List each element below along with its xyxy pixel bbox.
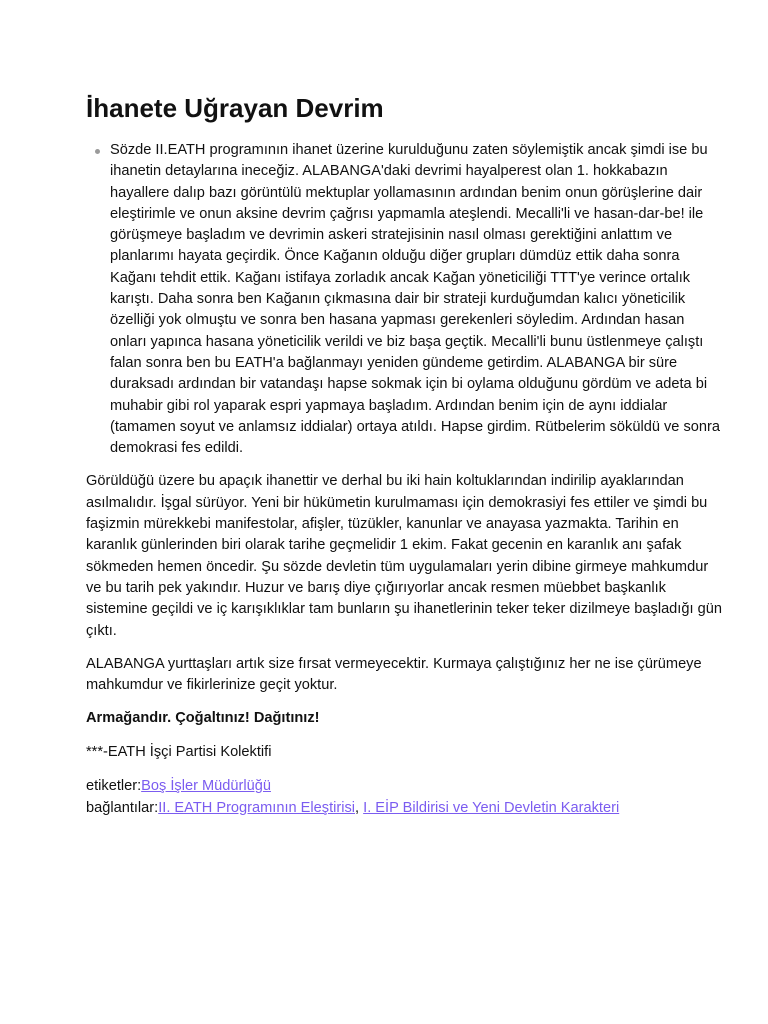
link-separator: , — [355, 800, 360, 817]
tags-line — [86, 775, 722, 797]
signature: ***-EATH İşçi Partisi Kolektifi — [86, 743, 272, 760]
paragraph-1: Görüldüğü üzere bu apaçık ihanettir ve derhal bu iki hain koltuklarından indirilip ayaklarından asılmalıdır. İşgal sürüyor. Yeni bir hükümetin kurulmaması için demokrasiyi fes ettiler ve şimdi bu faşizmin mürekkebi manifestolar, afişler, tüzükler, kanunlar ve anayasa yazmakta. Tarihin en karanlık günlerinden biri olarak tarihe geçmelidir 1 ekim. Fakat gecenin en karanlık anı şafak sökmeden hemen öncedir. Şu sözde devletin tüm uygulamaları yerin dibine girmeye mahkumdur ve bu tarih pek yakındır. Huzur ve barış diye çığırıyorlar ancak resmen müebbet başkanlık sistemine geçildi ve iç karışıklıklar tam bunların şu ihanetlerinin teker teker dizilmeye başladığı gün çıktı. — [86, 473, 722, 639]
related-link-2[interactable]: I. EİP Bildirisi ve Yeni Devletin Karakteri — [363, 800, 620, 817]
list-item — [86, 140, 722, 459]
tag-link[interactable]: Boş İşler Müdürlüğü — [141, 778, 271, 795]
slogan: Armağandır. Çoğaltınız! Dağıtınız! — [86, 710, 320, 727]
page-title: İhanete Uğrayan Devrim — [86, 93, 384, 123]
links-label: bağlantılar: — [86, 800, 159, 817]
related-link-1[interactable]: II. EATH Programının Eleştirisi — [158, 800, 356, 817]
bullet-list — [86, 140, 722, 459]
links-line — [86, 797, 722, 819]
tags-label: etiketler: — [86, 778, 142, 795]
paragraph-2: ALABANGA yurttaşları artık size fırsat vermeyecektir. Kurmaya çalıştığınız her ne ise çürümeye mahkumdur ve fikirlerinize geçit yoktur. — [86, 655, 702, 694]
bullet-dot-icon — [95, 149, 100, 154]
list-item-text: Sözde II.EATH programının ihanet üzerine kurulduğunu zaten söylemiştik ancak şimdi ise bu ihanetin detaylarına ineceğiz. ALABANGA'daki devrimi hayalperest olan 1. hokkabazın hayallere dalıp bazı görüntülü mektuplar yollamasının ardından benim onun görüşlerine dair eleştirimle ve onun aksine devrim çağrısı yapmamla ateşlendi. Mecalli'li ve hasan-dar-be! ile görüşmeye başladım ve devrimin askeri stratejisinin nasıl olması gerektiğini anlattım ve planlarımı hayata geçirdik. Önce Kağanın olduğu diğer grupları dümdüz ettik daha sonra Kağanı tehdit ettik. Kağanı istifaya zorladık ancak Kağan yöneticiliği TTT'ye verince ortalık karıştı. Daha sonra ben Kağanın çıkmasına dair bir strateji kurduğumdan kalıcı yöneticilik özelliği yok olmuştu ve sonra ben hasana yapması gerekenleri söyledim. Ardından hasan onları yapınca hasana yöneticilik verildi ve biz başa geçtik. Mecalli'li bunu üstlenmeye çalıştı falan sonra ben bu EATH'a bağlanmayı yeniden gündeme getirdim. ALABANGA bir süre duraksadı ardından bir vatandaşı hapse sokmak için bi oylama olduğunu gördüm ve adeta bi muhabir gibi rol yaparak espri yapmaya başladım. Ardından benim için de aynı iddialar (tamamen soyut ve anlamsız iddialar) ortaya atıldı. Hapse girdim. Rütbelerim söküldü ve sonra demokrasi fes edildi. — [110, 142, 720, 457]
